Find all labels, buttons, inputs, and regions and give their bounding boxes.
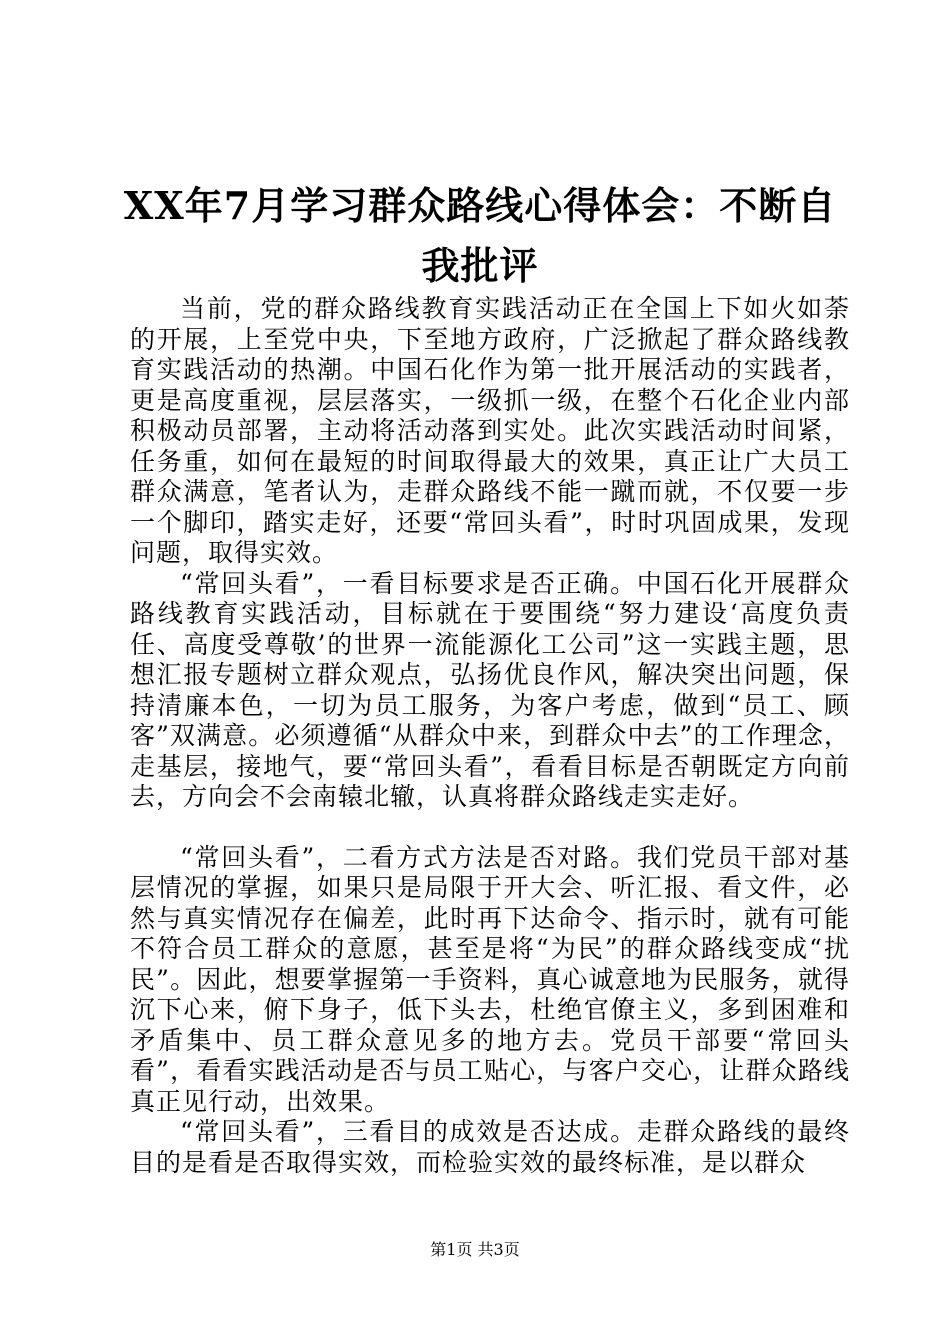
document-title: XX年7月学习群众路线心得体会：不断自我批评 — [123, 183, 837, 288]
paragraph-goal: “常回头看”，一看目标要求是否正确。中国石化开展群众路线教育实践活动，目标就在于要围绕“努力建设‘高度负责任、高度受尊敬’的世界一流能源化工公司”这一实践主题，思想汇报专题树立群众观点，弘扬优良作风，解决突出问题，保持清廉本色，一切为员工服务，为客户考虑，做到“员工、顾客”双满意。必须遵循“从群众中来，到群众中去”的工作理念，走基层，接地气，要“常回头看”，看看目标是否朝既定方向前去，方向会不会南辕北辙，认真将群众路线走实走好。 — [130, 568, 850, 811]
paragraph-result: “常回头看”，三看目的成效是否达成。走群众路线的最终目的是看是否取得实效，而检验实效的最终标准，是以群众 — [130, 1117, 850, 1177]
paragraph-intro: 当前，党的群众路线教育实践活动正在全国上下如火如荼的开展，上至党中央，下至地方政府，广泛掀起了群众路线教育实践活动的热潮。中国石化作为第一批开展活动的实践者，更是高度重视，层层落实，一级抓一级，在整个石化企业内部积极动员部署，主动将活动落到实处。此次实践活动时间紧，任务重，如何在最短的时间取得最大的效果，真正让广大员工群众满意，笔者认为，走群众路线不能一蹴而就，不仅要一步一个脚印，踏实走好，还要“常回头看”，时时巩固成果，发现问题，取得实效。 — [130, 294, 850, 567]
document-body — [130, 294, 850, 1178]
page-number: 第1页 共3页 — [430, 1240, 520, 1259]
paragraph-method: “常回头看”，二看方式方法是否对路。我们党员干部对基层情况的掌握，如果只是局限于开大会、听汇报、看文件，必然与真实情况存在偏差，此时再下达命令、指示时，就有可能不符合员工群众的意愿，甚至是将“为民”的群众路线变成“扰民”。因此，想要掌握第一手资料，真心诚意地为民服务，就得沉下心来，俯下身子，低下头去，杜绝官僚主义，多到困难和矛盾集中、员工群众意见多的地方去。党员干部要“常回头看”，看看实践活动是否与员工贴心，与客户交心，让群众路线真正见行动，出效果。 — [130, 842, 850, 1116]
page-footer — [0, 1239, 950, 1261]
